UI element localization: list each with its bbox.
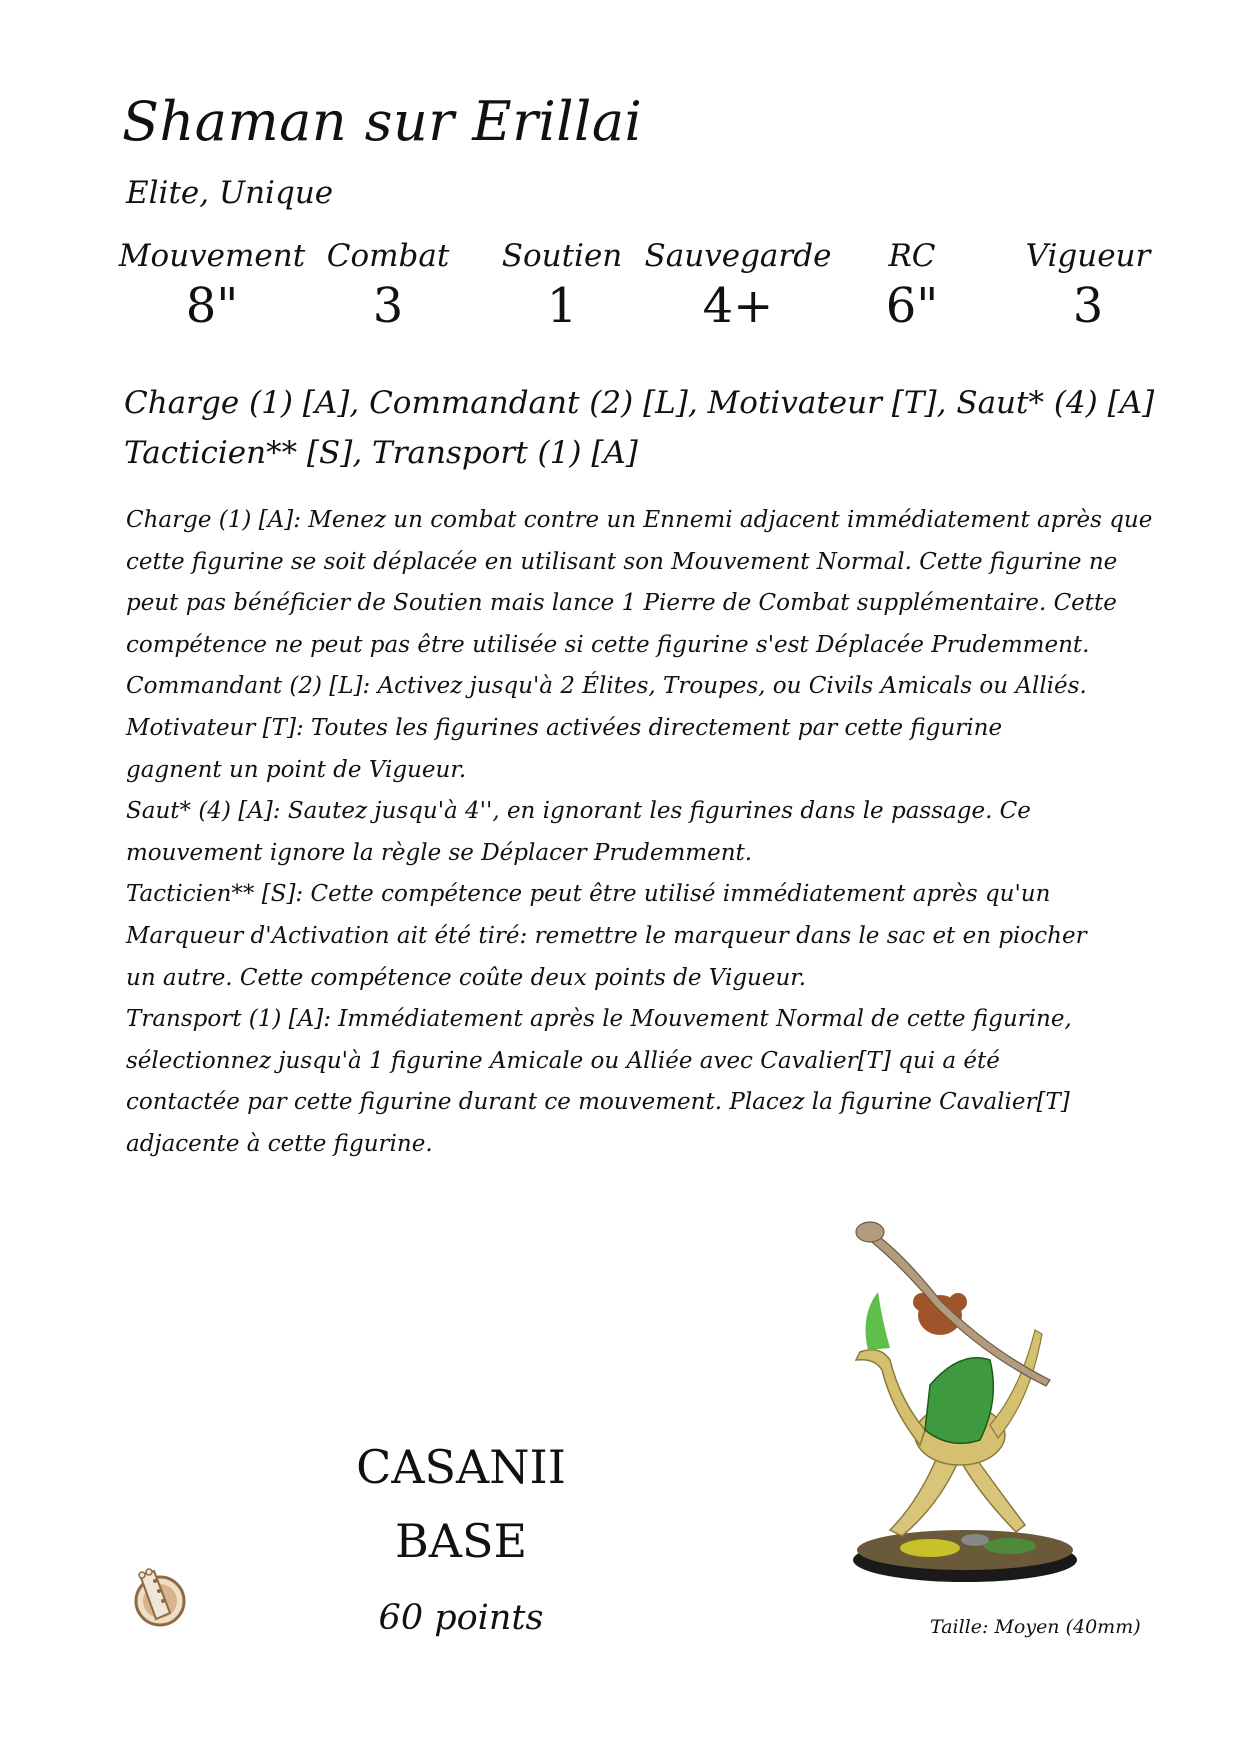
card-subtitle: Elite, Unique xyxy=(126,175,334,211)
description-line: Commandant (2) [L]: Activez jusqu'à 2 Élites, Troupes, ou Civils Amicals ou Alliés. xyxy=(126,673,1087,700)
points-cost: 60 points xyxy=(378,1598,544,1638)
faction-line: CASANII xyxy=(356,1440,566,1494)
description-line: un autre. Cette compétence coûte deux points de Vigueur. xyxy=(126,964,807,991)
card-title: Shaman sur Erillai xyxy=(122,90,643,153)
stat-value: 1 xyxy=(546,278,578,334)
description-line: Tacticien** [S]: Cette compétence peut être utilisé immédiatement après qu'un xyxy=(126,881,1051,908)
model-size: Taille: Moyen (40mm) xyxy=(930,1616,1141,1638)
description-line: peut pas bénéficier de Soutien mais lance 1 Pierre de Combat supplémentaire. Cette xyxy=(126,590,1117,617)
stat-label: Mouvement xyxy=(118,238,306,274)
description-line: compétence ne peut pas être utilisée si cette figurine s'est Déplacée Prudemment. xyxy=(126,631,1090,658)
ability-descriptions xyxy=(126,500,1153,1166)
stat-rc xyxy=(812,238,1012,334)
stat-value: 4+ xyxy=(702,278,774,334)
stat-mouvement xyxy=(112,238,312,334)
abilities-line: Charge (1) [A], Commandant (2) [L], Motivateur [T], Saut* (4) [A] xyxy=(124,385,1155,421)
stat-value: 3 xyxy=(1072,278,1104,334)
description-line: Transport (1) [A]: Immédiatement après le Mouvement Normal de cette figurine, xyxy=(126,1006,1072,1033)
description-line: contactée par cette figurine durant ce mouvement. Placez la figurine Cavalier[T] xyxy=(126,1089,1070,1116)
stat-vigueur xyxy=(988,238,1188,334)
description-line: Marqueur d'Activation ait été tiré: remettre le marqueur dans le sac et en piocher xyxy=(126,922,1087,949)
faction-line: BASE xyxy=(394,1514,528,1568)
description-line: Charge (1) [A]: Menez un combat contre un Ennemi adjacent immédiatement après que xyxy=(126,507,1153,533)
description-line: gagnent un point de Vigueur. xyxy=(126,756,467,783)
stat-label: Soutien xyxy=(501,238,623,274)
stat-value: 6" xyxy=(885,278,939,334)
description-line: cette figurine se soit déplacée en utilisant son Mouvement Normal. Cette figurine ne xyxy=(126,548,1118,575)
faction-name xyxy=(336,1430,586,1578)
abilities-summary xyxy=(124,378,1154,478)
abilities-line: Tacticien** [S], Transport (1) [A] xyxy=(124,435,638,471)
miniature-image xyxy=(820,1210,1130,1590)
description-line: mouvement ignore la règle se Déplacer Prudemment. xyxy=(126,839,753,866)
stat-value: 8" xyxy=(185,278,239,334)
stat-soutien xyxy=(462,238,662,334)
faction-logo-icon xyxy=(126,1565,190,1629)
stat-label: Combat xyxy=(326,238,450,274)
stat-sauvegarde xyxy=(638,238,838,334)
description-line: adjacente à cette figurine. xyxy=(126,1130,433,1157)
stat-label: RC xyxy=(888,238,936,274)
stat-value: 3 xyxy=(372,278,404,334)
description-line: Motivateur [T]: Toutes les figurines activées directement par cette figurine xyxy=(126,714,1003,741)
stat-label: Sauvegarde xyxy=(644,238,832,274)
description-line: sélectionnez jusqu'à 1 figurine Amicale ou Alliée avec Cavalier[T] qui a été xyxy=(126,1047,1000,1074)
stat-label: Vigueur xyxy=(1025,238,1151,274)
stat-combat xyxy=(288,238,488,334)
description-line: Saut* (4) [A]: Sautez jusqu'à 4'', en ignorant les figurines dans le passage. Ce xyxy=(126,798,1031,825)
